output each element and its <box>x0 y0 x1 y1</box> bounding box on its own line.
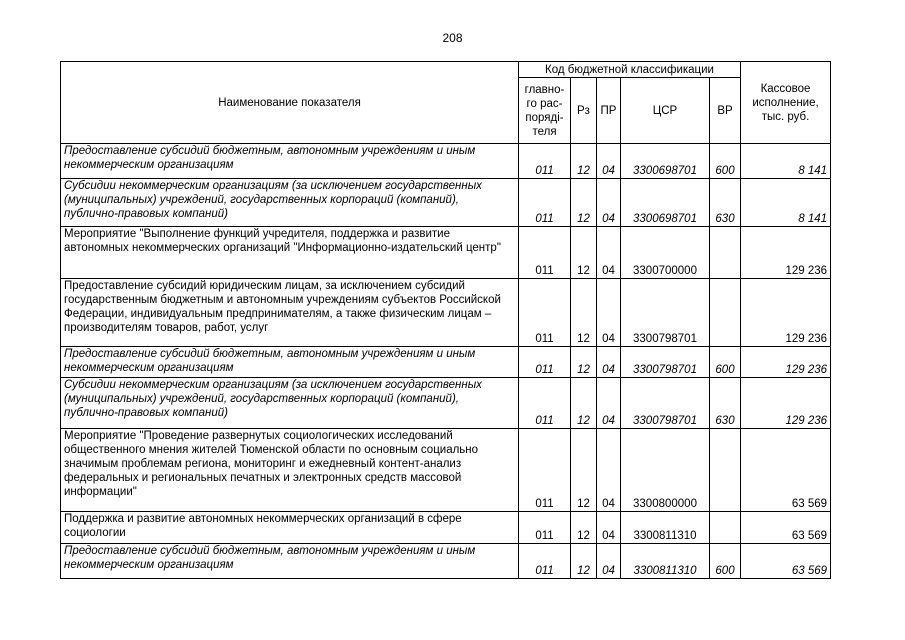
row-amount: 129 236 <box>741 227 831 279</box>
table-row <box>61 144 831 179</box>
row-vr: 600 <box>710 347 741 378</box>
row-rz: 12 <box>571 347 597 378</box>
header-admin: главно- го рас- порядi- теля <box>519 78 571 144</box>
row-admin: 011 <box>519 544 571 579</box>
row-csr: 3300700000 <box>621 227 710 279</box>
row-vr <box>710 512 741 544</box>
header-vr: ВР <box>710 78 741 144</box>
row-name: Мероприятие "Выполнение функций учредителя, поддержка и развитие автономных некоммерческих организаций "Информационно-издательский центр" <box>61 227 519 279</box>
header-name: Наименование показателя <box>61 62 519 144</box>
row-name: Предоставление субсидий бюджетным, автономным учреждениям и иным некоммерческим организациям <box>61 544 519 579</box>
row-amount: 129 236 <box>741 378 831 429</box>
row-name: Предоставление субсидий юридическим лицам, за исключением субсидий государственным бюджетным и автономным учреждениям субъектов Российской Федерации, индивидуальным предпринимателям, а также физическим лицам – производителям товаров, работ, услуг <box>61 279 519 347</box>
row-pr: 04 <box>597 144 621 179</box>
row-vr <box>710 279 741 347</box>
row-admin: 011 <box>519 279 571 347</box>
row-rz: 12 <box>571 144 597 179</box>
row-admin: 011 <box>519 227 571 279</box>
row-admin: 011 <box>519 144 571 179</box>
row-name: Поддержка и развитие автономных некоммерческих организаций в сфере социологии <box>61 512 519 544</box>
table-row <box>61 429 831 512</box>
table-row <box>61 544 831 579</box>
row-csr: 3300811310 <box>621 512 710 544</box>
row-amount: 8 141 <box>741 179 831 227</box>
row-name: Предоставление субсидий бюджетным, автономным учреждениям и иным некоммерческим организациям <box>61 144 519 179</box>
table-row <box>61 347 831 378</box>
table-row <box>61 378 831 429</box>
row-rz: 12 <box>571 227 597 279</box>
row-pr: 04 <box>597 227 621 279</box>
row-csr: 3300800000 <box>621 429 710 512</box>
row-vr <box>710 429 741 512</box>
row-admin: 011 <box>519 347 571 378</box>
row-csr: 3300698701 <box>621 179 710 227</box>
row-csr: 3300698701 <box>621 144 710 179</box>
row-amount: 63 569 <box>741 512 831 544</box>
header-rz: Рз <box>571 78 597 144</box>
row-vr: 630 <box>710 179 741 227</box>
row-admin: 011 <box>519 429 571 512</box>
table-row <box>61 227 831 279</box>
row-amount: 129 236 <box>741 279 831 347</box>
row-pr: 04 <box>597 378 621 429</box>
row-rz: 12 <box>571 279 597 347</box>
header-pr: ПР <box>597 78 621 144</box>
row-rz: 12 <box>571 512 597 544</box>
row-vr: 600 <box>710 544 741 579</box>
row-name: Предоставление субсидий бюджетным, автономным учреждениям и иным некоммерческим организациям <box>61 347 519 378</box>
row-amount: 63 569 <box>741 429 831 512</box>
row-amount: 8 141 <box>741 144 831 179</box>
row-csr: 3300798701 <box>621 378 710 429</box>
row-pr: 04 <box>597 512 621 544</box>
row-csr: 3300798701 <box>621 279 710 347</box>
row-csr: 3300811310 <box>621 544 710 579</box>
header-amount: Кассовое исполнение, тыс. руб. <box>741 62 831 144</box>
row-rz: 12 <box>571 429 597 512</box>
budget-table <box>60 61 831 579</box>
row-admin: 011 <box>519 179 571 227</box>
row-pr: 04 <box>597 544 621 579</box>
row-name: Мероприятие "Проведение развернутых социологических исследований общественного мнения жителей Тюменской области по основным социально значимым проблемам региона, мониторинг и ежедневный контент-анализ федеральных и региональных печатных и электронных средств массовой информации" <box>61 429 519 512</box>
row-vr: 630 <box>710 378 741 429</box>
row-rz: 12 <box>571 544 597 579</box>
row-rz: 12 <box>571 378 597 429</box>
row-pr: 04 <box>597 347 621 378</box>
row-csr: 3300798701 <box>621 347 710 378</box>
row-pr: 04 <box>597 279 621 347</box>
row-admin: 011 <box>519 512 571 544</box>
row-pr: 04 <box>597 429 621 512</box>
page-number: 208 <box>442 31 463 45</box>
row-vr <box>710 227 741 279</box>
row-amount: 129 236 <box>741 347 831 378</box>
table-row <box>61 279 831 347</box>
row-name: Субсидии некоммерческим организациям (за исключением государственных (муниципальных) учреждений, государственных корпораций (компаний), публично-правовых компаний) <box>61 179 519 227</box>
table-row <box>61 512 831 544</box>
header-csr: ЦСР <box>621 78 710 144</box>
row-rz: 12 <box>571 179 597 227</box>
table-row <box>61 179 831 227</box>
row-name: Субсидии некоммерческим организациям (за исключением государственных (муниципальных) учреждений, государственных корпораций (компаний), публично-правовых компаний) <box>61 378 519 429</box>
row-amount: 63 569 <box>741 544 831 579</box>
header-code-group: Код бюджетной классификации <box>519 62 741 78</box>
row-vr: 600 <box>710 144 741 179</box>
row-pr: 04 <box>597 179 621 227</box>
row-admin: 011 <box>519 378 571 429</box>
